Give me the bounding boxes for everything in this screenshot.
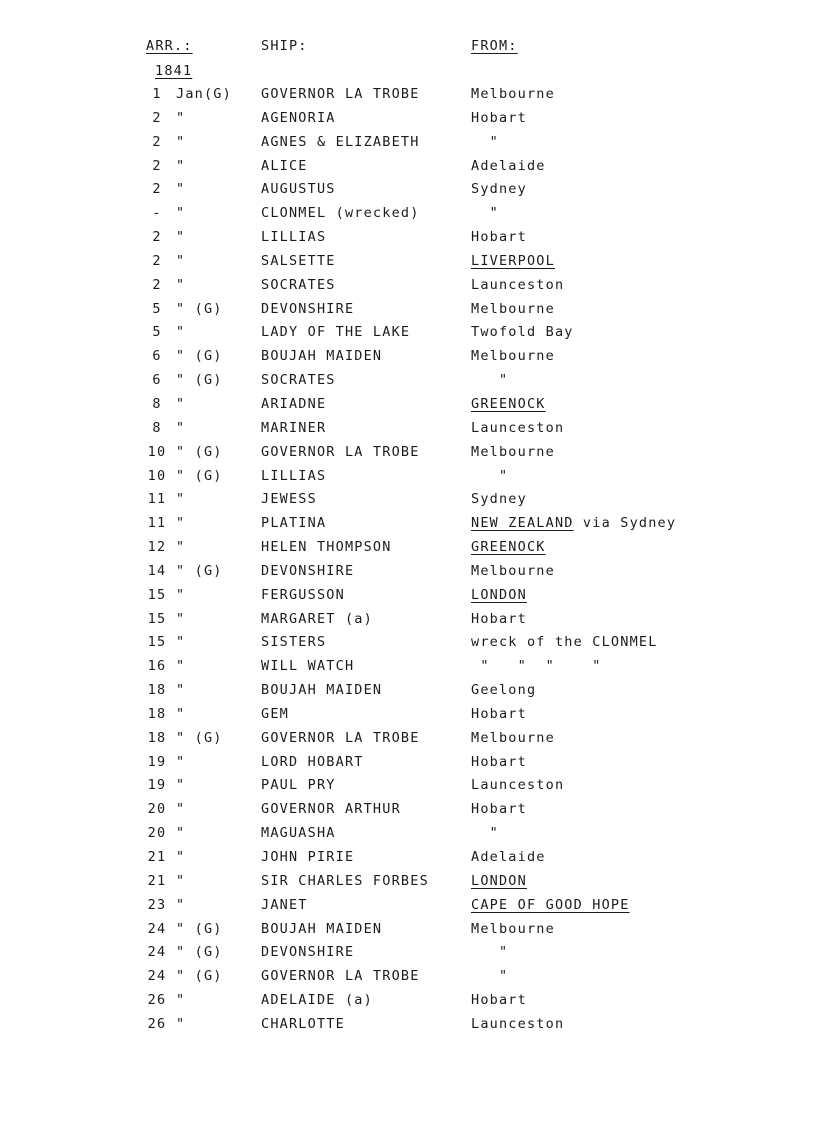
arrival-day: 19 [147, 753, 167, 770]
arrival-day: 6 [152, 348, 162, 365]
origin-port-name: " [471, 825, 499, 842]
ship-name: SIR CHARLES FORBES [261, 872, 429, 889]
ship-name: WILL WATCH [261, 658, 355, 675]
list-item [0, 468, 816, 492]
origin-port-name: Melbourne [471, 348, 555, 365]
arrival-month: " [176, 324, 186, 341]
arrival-day: 2 [152, 181, 162, 198]
origin-port [471, 86, 555, 102]
list-item [0, 396, 816, 420]
list-item [0, 301, 816, 325]
origin-port-name: Hobart [471, 109, 527, 126]
arrival-month: " [176, 395, 186, 412]
arrival-month: " (G) [176, 300, 223, 317]
list-item [0, 825, 816, 849]
arrival-day: 10 [147, 443, 167, 460]
list-item [0, 277, 816, 301]
arrival-day: 24 [147, 920, 167, 937]
origin-port-name: Hobart [471, 610, 527, 627]
origin-port-name: Geelong [471, 682, 537, 699]
origin-port-name: Adelaide [471, 157, 546, 174]
list-item [0, 1016, 816, 1040]
list-item [0, 181, 816, 205]
arrival-month: " [176, 515, 186, 532]
origin-port [471, 777, 564, 793]
list-item [0, 324, 816, 348]
ship-name: ADELAIDE (a) [261, 992, 373, 1009]
ship-name: SOCRATES [261, 372, 336, 389]
arrival-day: 18 [147, 729, 167, 746]
arrival-month: Jan(G) [176, 86, 232, 102]
origin-port [471, 754, 527, 770]
origin-port-name: Hobart [471, 753, 527, 770]
arrival-day: 18 [147, 682, 167, 699]
origin-port [471, 420, 564, 436]
origin-port [471, 348, 555, 364]
arrival-month: " (G) [176, 562, 223, 579]
origin-port-name: Launceston [471, 419, 565, 436]
arrival-day: 5 [152, 324, 162, 341]
arrival-day: 15 [147, 610, 167, 627]
origin-port [471, 587, 527, 603]
origin-port-name: Hobart [471, 229, 527, 246]
origin-port [471, 205, 499, 221]
arrival-month: " (G) [176, 729, 223, 746]
list-item [0, 682, 816, 706]
ship-name: AGENORIA [261, 109, 336, 126]
ship-name: GOVERNOR LA TROBE [261, 443, 420, 460]
arrival-month: " [176, 753, 186, 770]
list-item [0, 849, 816, 873]
list-item [0, 253, 816, 277]
arrival-month: " [176, 610, 186, 627]
origin-port-name: Twofold Bay [471, 324, 574, 341]
origin-port-suffix: via Sydney [573, 515, 677, 532]
arrival-month: " (G) [176, 920, 223, 937]
origin-port [471, 730, 555, 746]
origin-port [471, 110, 527, 126]
arrival-month: " [176, 1015, 186, 1032]
origin-port [471, 658, 602, 674]
ship-name: CLONMEL (wrecked) [261, 205, 420, 222]
ship-name: LILLIAS [261, 467, 327, 484]
arrival-day: 12 [147, 539, 167, 556]
ship-name: DEVONSHIRE [261, 944, 355, 961]
origin-port-name: Melbourne [471, 920, 555, 937]
arrival-month: " [176, 634, 186, 651]
ship-name: JEWESS [261, 491, 317, 508]
origin-port [471, 515, 676, 531]
origin-port [471, 301, 555, 317]
list-item [0, 110, 816, 134]
origin-port [471, 801, 527, 817]
ship-name: SOCRATES [261, 276, 336, 293]
arrival-month: " [176, 705, 186, 722]
origin-port [471, 158, 546, 174]
list-item [0, 611, 816, 635]
arrival-day: 21 [147, 872, 167, 889]
ship-name: GOVERNOR ARTHUR [261, 801, 401, 818]
origin-port-name: Adelaide [471, 849, 546, 865]
arrival-day: 1 [152, 86, 162, 102]
ship-name: JANET [261, 896, 308, 913]
ship-name: CHARLOTTE [261, 1015, 345, 1032]
ship-name: LILLIAS [261, 229, 327, 246]
list-item [0, 706, 816, 730]
list-item [0, 158, 816, 182]
arrival-month: " (G) [176, 372, 223, 389]
ship-name: BOUJAH MAIDEN [261, 348, 383, 365]
ship-name: FERGUSSON [261, 586, 345, 603]
arrival-month: " [176, 491, 186, 508]
origin-port-name: Melbourne [471, 562, 555, 579]
origin-port [471, 682, 536, 698]
ship-header: SHIP: [261, 38, 308, 54]
arrival-month: " [176, 276, 186, 293]
origin-port [471, 181, 527, 197]
arrival-month: " [176, 658, 186, 675]
list-item [0, 801, 816, 825]
arrival-day: 21 [147, 849, 167, 865]
origin-port-name: Launceston [471, 1015, 565, 1032]
list-item [0, 873, 816, 897]
origin-port [471, 968, 508, 984]
arrival-day: 15 [147, 634, 167, 651]
origin-port-name: GREENOCK [471, 539, 546, 556]
arrival-day: 2 [152, 229, 162, 246]
list-item [0, 444, 816, 468]
ship-name: GOVERNOR LA TROBE [261, 968, 420, 985]
arrival-day: 16 [147, 658, 167, 675]
origin-port [471, 277, 564, 293]
list-item [0, 992, 816, 1016]
ship-name: ARIADNE [261, 395, 327, 412]
arrivals-list [0, 86, 816, 1040]
arrival-day: 10 [147, 467, 167, 484]
ship-name: MAGUASHA [261, 825, 336, 842]
arrival-month: " [176, 205, 186, 222]
arrival-day: 19 [147, 777, 167, 794]
arrival-day: 2 [152, 157, 162, 174]
arrival-day: 5 [152, 300, 162, 317]
arrival-month: " [176, 252, 186, 269]
origin-port-name: " [471, 944, 509, 961]
ship-name: PLATINA [261, 515, 327, 532]
ship-name: MARGARET (a) [261, 610, 373, 627]
arrival-month: " [176, 419, 186, 436]
ship-name: BOUJAH MAIDEN [261, 920, 383, 937]
origin-port [471, 539, 546, 555]
list-item [0, 86, 816, 110]
arrival-day: 6 [152, 372, 162, 389]
list-item [0, 897, 816, 921]
list-item [0, 515, 816, 539]
origin-port [471, 444, 555, 460]
arrival-day: 24 [147, 968, 167, 985]
origin-port [471, 921, 555, 937]
arrival-month: " [176, 849, 186, 865]
from-header: FROM: [471, 38, 518, 54]
list-item [0, 348, 816, 372]
origin-port [471, 611, 527, 627]
origin-port-name: " [471, 372, 509, 389]
arrival-month: " [176, 229, 186, 246]
origin-port-name: Launceston [471, 777, 565, 794]
origin-port-name: " [471, 133, 499, 150]
arrival-month: " [176, 682, 186, 699]
origin-port [471, 1016, 564, 1032]
arrival-day: 11 [147, 515, 167, 532]
ship-name: JOHN PIRIE [261, 849, 355, 865]
ship-name: ALICE [261, 157, 308, 174]
arrival-day: 2 [152, 276, 162, 293]
arrival-day: 20 [147, 801, 167, 818]
list-item [0, 754, 816, 778]
origin-port-name: NEW ZEALAND [471, 515, 574, 532]
origin-port-name: LIVERPOOL [471, 252, 555, 269]
arrival-day: 20 [147, 825, 167, 842]
arrival-month: " [176, 181, 186, 198]
ship-name: LORD HOBART [261, 753, 364, 770]
arrival-day: 23 [147, 896, 167, 913]
list-item [0, 968, 816, 992]
origin-port [471, 634, 658, 650]
origin-port [471, 873, 527, 889]
ship-name: HELEN THOMPSON [261, 539, 392, 556]
origin-port-name: Melbourne [471, 729, 555, 746]
arrival-day: 18 [147, 705, 167, 722]
origin-port-name: Hobart [471, 801, 527, 818]
arrival-month: " [176, 992, 186, 1009]
list-item [0, 587, 816, 611]
arrival-day: 8 [152, 419, 162, 436]
origin-port-name: CAPE OF GOOD HOPE [471, 896, 630, 913]
arrival-month: " [176, 872, 186, 889]
origin-port [471, 563, 555, 579]
ship-name: AGNES & ELIZABETH [261, 133, 420, 150]
origin-port [471, 491, 527, 507]
origin-port-name: LONDON [471, 872, 527, 889]
list-item [0, 563, 816, 587]
year-heading: 1841 [155, 63, 193, 79]
origin-port-name: " [471, 968, 509, 985]
arrival-month: " [176, 801, 186, 818]
list-item [0, 229, 816, 253]
origin-port-name: Melbourne [471, 300, 555, 317]
ship-name: GOVERNOR LA TROBE [261, 86, 420, 102]
list-item [0, 372, 816, 396]
origin-port [471, 468, 508, 484]
arrival-month: " [176, 109, 186, 126]
origin-port-name: " [471, 205, 499, 222]
ship-name: SALSETTE [261, 252, 336, 269]
origin-port-name: Hobart [471, 992, 527, 1009]
arrival-day: 14 [147, 562, 167, 579]
arrival-day: 11 [147, 491, 167, 508]
ship-name: SISTERS [261, 634, 327, 651]
arrival-month: " [176, 896, 186, 913]
list-item [0, 539, 816, 563]
origin-port [471, 396, 546, 412]
list-item [0, 634, 816, 658]
origin-port-name: Melbourne [471, 86, 555, 102]
ship-name: GEM [261, 705, 289, 722]
arrival-day: 24 [147, 944, 167, 961]
list-item [0, 777, 816, 801]
arrival-month: " (G) [176, 944, 223, 961]
list-item [0, 730, 816, 754]
origin-port [471, 849, 546, 865]
origin-port [471, 992, 527, 1008]
arrival-month: " (G) [176, 348, 223, 365]
ship-name: AUGUSTUS [261, 181, 336, 198]
origin-port-name: Melbourne [471, 443, 555, 460]
origin-port-name: " " " " [471, 658, 602, 675]
list-item [0, 944, 816, 968]
list-item [0, 420, 816, 444]
arrival-day: 2 [152, 109, 162, 126]
origin-port [471, 324, 574, 340]
arrival-day: 26 [147, 992, 167, 1009]
arrival-header: ARR.: [146, 38, 193, 54]
arrival-month: " (G) [176, 467, 223, 484]
ship-name: PAUL PRY [261, 777, 336, 794]
arrival-month: " [176, 586, 186, 603]
arrival-day: 2 [152, 252, 162, 269]
arrival-month: " [176, 157, 186, 174]
origin-port-name: Hobart [471, 705, 527, 722]
arrival-month: " [176, 133, 186, 150]
list-item [0, 491, 816, 515]
arrival-day: 2 [152, 133, 162, 150]
arrival-month: " [176, 825, 186, 842]
ship-name: DEVONSHIRE [261, 300, 355, 317]
origin-port [471, 372, 508, 388]
origin-port-name: Launceston [471, 276, 565, 293]
origin-port-name: GREENOCK [471, 395, 546, 412]
origin-port [471, 229, 527, 245]
list-item [0, 134, 816, 158]
arrival-day: 15 [147, 586, 167, 603]
origin-port [471, 897, 630, 913]
ship-name: GOVERNOR LA TROBE [261, 729, 420, 746]
origin-port-name: " [471, 467, 509, 484]
ship-name: DEVONSHIRE [261, 562, 355, 579]
list-item [0, 921, 816, 945]
origin-port [471, 706, 527, 722]
list-item [0, 658, 816, 682]
origin-port [471, 134, 499, 150]
ship-name: MARINER [261, 419, 327, 436]
arrival-day: 8 [152, 395, 162, 412]
arrival-month: " (G) [176, 443, 223, 460]
arrival-day: 26 [147, 1015, 167, 1032]
list-item [0, 205, 816, 229]
arrival-month: " (G) [176, 968, 223, 985]
origin-port-name: Sydney [471, 181, 527, 198]
ship-name: BOUJAH MAIDEN [261, 682, 383, 699]
arrival-day: - [152, 205, 162, 222]
column-headers [0, 38, 816, 58]
origin-port [471, 253, 555, 269]
origin-port [471, 825, 499, 841]
origin-port-name: LONDON [471, 586, 527, 603]
origin-port-name: wreck of the CLONMEL [471, 634, 658, 651]
origin-port-name: Sydney [471, 491, 527, 508]
origin-port [471, 944, 508, 960]
arrival-month: " [176, 539, 186, 556]
arrival-month: " [176, 777, 186, 794]
ship-name: LADY OF THE LAKE [261, 324, 411, 341]
